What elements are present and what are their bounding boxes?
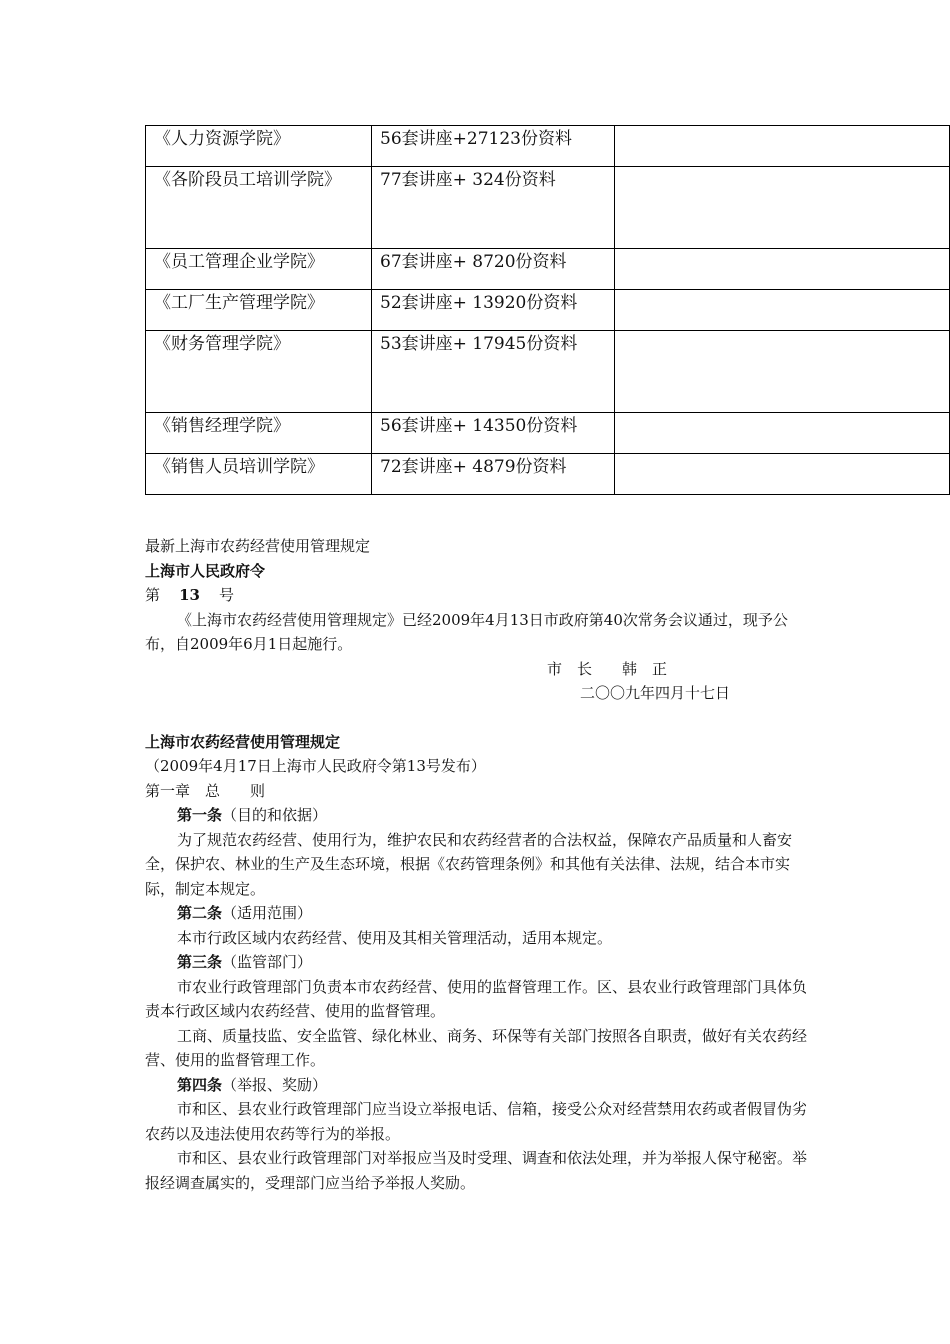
course-name-cell bbox=[146, 331, 372, 413]
course-content-cell bbox=[372, 454, 615, 495]
course-content-cell bbox=[372, 331, 615, 413]
article-number: 第三条 bbox=[177, 953, 223, 971]
chapter-heading: 第一章 总 则 bbox=[145, 781, 266, 800]
course-name: 《财务管理学院》 bbox=[154, 334, 290, 354]
course-name-cell bbox=[146, 167, 372, 249]
document-body bbox=[145, 534, 810, 1195]
course-note-cell bbox=[615, 249, 950, 290]
course-name: 《员工管理企业学院》 bbox=[154, 252, 324, 272]
course-name: 《销售人员培训学院》 bbox=[154, 457, 324, 477]
course-name: 《销售经理学院》 bbox=[154, 416, 290, 436]
order-number bbox=[145, 583, 810, 608]
spacer bbox=[145, 706, 810, 730]
article-number: 第一条 bbox=[177, 806, 223, 824]
article-body: 市和区、县农业行政管理部门应当设立举报电话、信箱，接受公众对经营禁用农药或者假冒伪劣农药以及违法使用农药等行为的举报。 bbox=[145, 1100, 808, 1143]
course-note-cell bbox=[615, 413, 950, 454]
article-number: 第四条 bbox=[177, 1075, 223, 1094]
article-note: （目的和依据） bbox=[222, 806, 328, 824]
regulation-subtitle: （2009年4月17日上海市人民政府令第13号发布） bbox=[145, 757, 486, 775]
course-name: 《各阶段员工培训学院》 bbox=[154, 170, 341, 190]
course-content: 56套讲座+27123份资料 bbox=[380, 129, 572, 149]
course-content: 56套讲座+ 14350份资料 bbox=[380, 416, 578, 436]
article-heading bbox=[145, 950, 810, 975]
course-name: 《工厂生产管理学院》 bbox=[154, 293, 324, 313]
order-number-value: 13 bbox=[179, 586, 200, 604]
article-body: 市和区、县农业行政管理部门对举报应当及时受理、调查和依法处理，并为举报人保守秘密。举报经调查属实的，受理部门应当给予举报人奖励。 bbox=[145, 1149, 808, 1192]
table-row bbox=[146, 331, 950, 413]
course-content-cell bbox=[372, 167, 615, 249]
article-note: （举报、奖励） bbox=[222, 1075, 328, 1094]
course-content: 77套讲座+ 324份资料 bbox=[380, 170, 556, 190]
order-body: 《上海市农药经营使用管理规定》已经2009年4月13日市政府第40次常务会议通过，现予公布，自2009年6月1日起施行。 bbox=[145, 610, 788, 653]
article-heading bbox=[145, 1073, 810, 1098]
article-body: 工商、质量技监、安全监管、绿化林业、商务、环保等有关部门按照各自职责，做好有关农药经营、使用的监督管理工作。 bbox=[145, 1026, 808, 1069]
course-note-cell bbox=[615, 290, 950, 331]
article-note: （适用范围） bbox=[222, 904, 313, 922]
course-note-cell bbox=[615, 126, 950, 167]
course-content: 53套讲座+ 17945份资料 bbox=[380, 334, 578, 354]
order-title: 上海市人民政府令 bbox=[145, 561, 266, 580]
course-content: 72套讲座+ 4879份资料 bbox=[380, 457, 567, 477]
course-name: 《人力资源学院》 bbox=[154, 129, 290, 149]
course-note-cell bbox=[615, 167, 950, 249]
course-note-cell bbox=[615, 331, 950, 413]
article-body: 为了规范农药经营、使用行为，维护农民和农药经营者的合法权益，保障农产品质量和人畜安全，保护农、林业的生产及生态环境，根据《农药管理条例》和其他有关法律、法规，结合本市实际，制定本规定。 bbox=[145, 830, 793, 898]
article-number: 第二条 bbox=[177, 904, 223, 922]
table-row bbox=[146, 454, 950, 495]
course-name-cell bbox=[146, 454, 372, 495]
table-row bbox=[146, 167, 950, 249]
article-note: （监管部门） bbox=[222, 953, 313, 971]
order-number-prefix: 第 bbox=[145, 586, 161, 604]
course-content: 52套讲座+ 13920份资料 bbox=[380, 293, 578, 313]
article-heading bbox=[145, 901, 810, 926]
sign-date: 二〇〇九年四月十七日 bbox=[580, 684, 731, 702]
intro-title: 最新上海市农药经营使用管理规定 bbox=[145, 537, 371, 555]
regulation-title: 上海市农药经营使用管理规定 bbox=[145, 732, 341, 751]
article-body: 本市行政区域内农药经营、使用及其相关管理活动，适用本规定。 bbox=[177, 928, 613, 947]
course-catalog-table bbox=[145, 125, 950, 495]
order-number-suffix: 号 bbox=[219, 586, 235, 604]
course-content: 67套讲座+ 8720份资料 bbox=[380, 252, 567, 272]
course-note-cell bbox=[615, 454, 950, 495]
article-body: 市农业行政管理部门负责本市农药经营、使用的监督管理工作。区、县农业行政管理部门具体负责本行政区域内农药经营、使用的监督管理。 bbox=[145, 977, 808, 1020]
signature: 市 长 韩 正 bbox=[547, 659, 668, 678]
article-heading bbox=[145, 803, 810, 828]
